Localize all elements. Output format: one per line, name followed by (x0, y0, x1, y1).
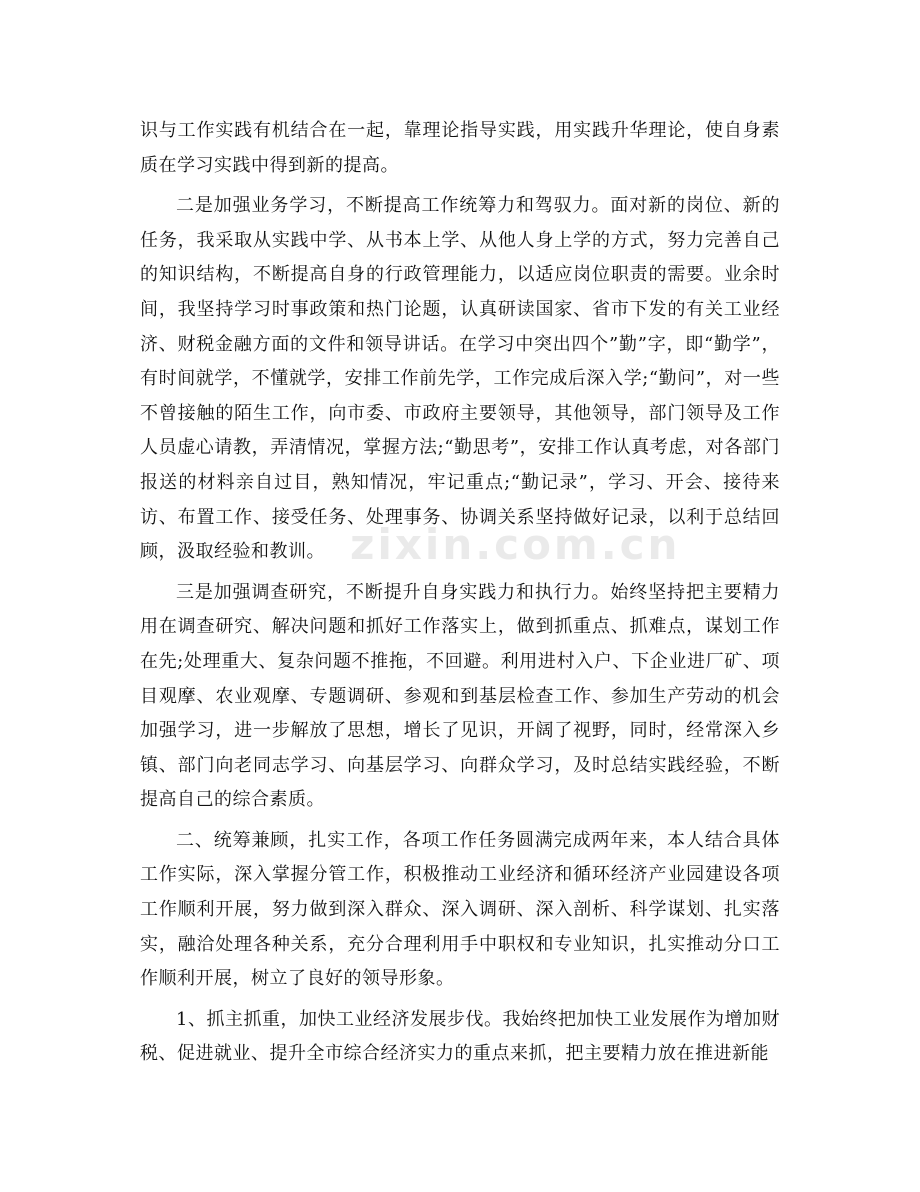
paragraph-5: 1、抓主抓重，加快工业经济发展步伐。我始终把加快工业发展作为增加财税、促进就业、提升全市综合经济实力的重点来抓，把主要精力放在推进新能 (140, 1008, 780, 1065)
paragraph-3: 三是加强调查研究，不断提升自身实践力和执行力。始终坚持把主要精力用在调查研究、解决问题和抓好工作落实上，做到抓重点、抓难点，谋划工作在先;处理重大、复杂问题不推拖，不回避。利用进村入户、下企业进厂矿、项目观摩、农业观摩、专题调研、参观和到基层检查工作、参加生产劳动的机会加强学习，进一步解放了思想，增长了见识，开阔了视野，同时，经常深入乡镇、部门向老同志学习、向基层学习、向群众学习，及时总结实践经验，不断提高自己的综合素质。 (140, 581, 780, 811)
paragraph-2: 二是加强业务学习，不断提高工作统筹力和驾驭力。面对新的岗位、新的任务，我采取从实践中学、从书本上学、从他人身上学的方式，努力完善自己的知识结构，不断提高自身的行政管理能力，以适应岗位职责的需要。业余时间，我坚持学习时事政策和热门论题，认真研读国家、省市下发的有关工业经济、财税金融方面的文件和领导讲话。在学习中突出四个”勤”字，即“勤学”，有时间就学，不懂就学，安排工作前先学，工作完成后深入学;“勤问”，对一些不曾接触的陌生工作，向市委、市政府主要领导，其他领导，部门领导及工作人员虚心请教，弄清情况，掌握方法;“勤思考”，安排工作认真考虑，对各部门报送的材料亲自过目，熟知情况，牢记重点;“勤记录”，学习、开会、接待来访、布置工作、接受任务、处理事务、协调关系坚持做好记录，以利于总结回顾，汲取经验和教训。 (140, 195, 780, 563)
document-body (140, 114, 780, 1078)
watermark: zixin.com.cn (350, 520, 681, 569)
paragraph-1: 识与工作实践有机结合在一起，靠理论指导实践，用实践升华理论，使自身素质在学习实践中得到新的提高。 (140, 120, 780, 176)
paragraph-4: 二、统筹兼顾，扎实工作，各项工作任务圆满完成两年来，本人结合具体工作实际，深入掌握分管工作，积极推动工业经济和循环经济产业园建设各项工作顺利开展，努力做到深入群众、深入调研、深入剖析、科学谋划、扎实落实，融洽处理各种关系，充分合理利用手中职权和专业知识，扎实推动分口工作顺利开展，树立了良好的领导形象。 (140, 829, 780, 990)
